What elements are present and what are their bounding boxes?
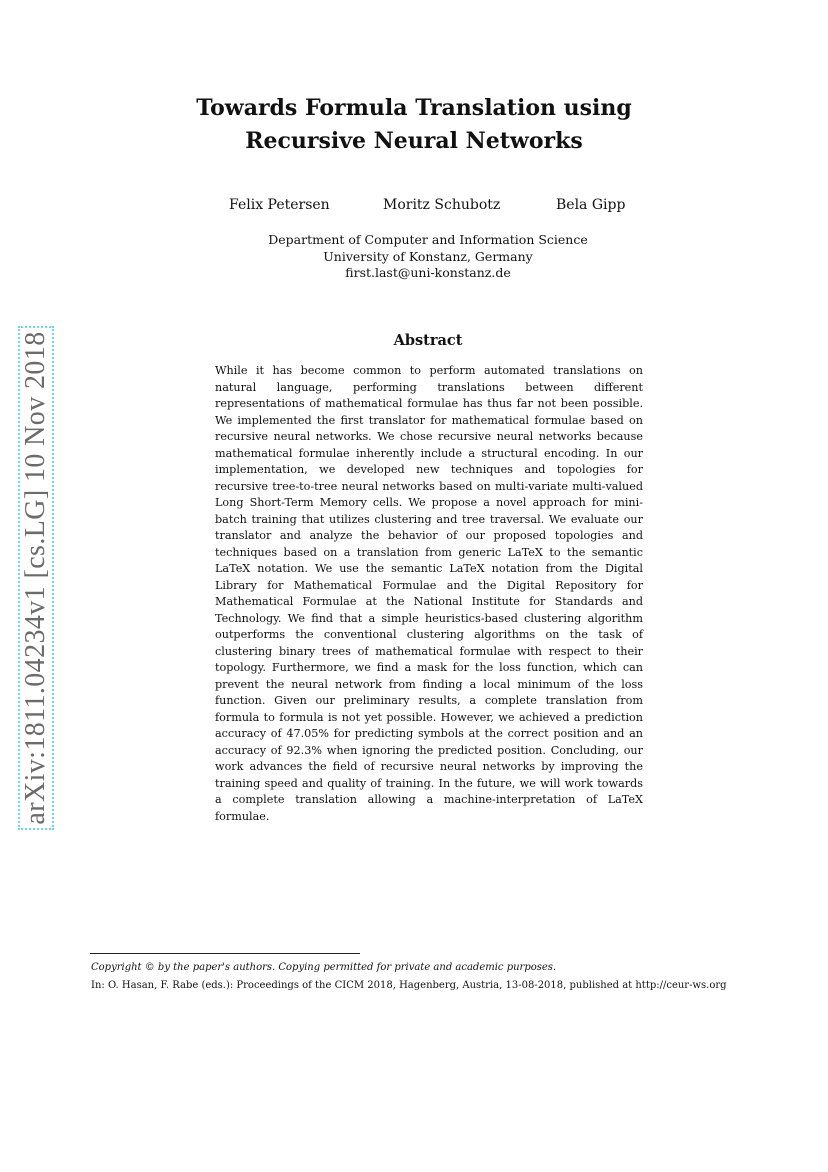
arxiv-stamp	[18, 326, 54, 830]
copyright-notice: Copyright © by the paper's authors. Copying permitted for private and academic purposes.	[91, 962, 557, 973]
title-line-2: Recursive Neural Networks	[245, 128, 583, 154]
title-line-1: Towards Formula Translation using	[196, 95, 632, 121]
contact-email: first.last@uni-konstanz.de	[345, 265, 511, 280]
abstract-body	[215, 363, 643, 825]
proceedings-note: In: O. Hasan, F. Rabe (eds.): Proceedings of the CICM 2018, Hagenberg, Austria, 13-08-2018, published at http://ceur-ws.org	[91, 980, 727, 991]
abstract-text: While it has become common to perform automated translations on natural language, performing translations between different representations of mathematical formulae has thus far not been possible. We implemented the first translator for mathematical formulae based on recursive neural networks. We chose recursive neural networks because mathematical formulae inherently include a structural encoding. In our implementation, we developed new techniques and topologies for recursive tree-to-tree neural networks based on multi-variate multi-valued Long Short-Term Memory cells. We propose a novel approach for mini-batch training that utilizes clustering and tree traversal. We evaluate our translator and analyze the behavior of our proposed topologies and techniques based on a translation from generic LaTeX to the semantic LaTeX notation. We use the semantic LaTeX notation from the Digital Library for Mathematical Formulae and the Digital Repository for Mathematical Formulae at the National Institute for Standards and Technology. We find that a simple heuristics-based clustering algorithm outperforms the conventional clustering algorithms on the task of clustering binary trees of mathematical formulae with respect to their topology. Furthermore, we find a mask for the loss function, which can prevent the neural network from finding a local minimum of the loss function. Given our preliminary results, a complete translation from formula to formula is not yet possible. However, we achieved a prediction accuracy of 47.05% for predicting symbols at the correct position and an accuracy of 92.3% when ignoring the predicted position. Concluding, our work advances the field of recursive neural networks by improving the training speed and quality of training. In the future, we will work towards a complete translation allowing a machine-interpretation of LaTeX formulae.	[215, 364, 643, 823]
arxiv-identifier: arXiv:1811.04234v1 [cs.LG] 10 Nov 2018	[20, 331, 51, 825]
paper-title	[0, 92, 828, 158]
affiliation	[0, 232, 828, 282]
abstract-heading: Abstract	[393, 332, 463, 349]
author-name: Felix Petersen	[229, 197, 330, 213]
footnote-divider	[90, 953, 360, 954]
department: Department of Computer and Information Science	[268, 232, 588, 247]
university: University of Konstanz, Germany	[323, 248, 533, 264]
author-name: Bela Gipp	[556, 197, 626, 213]
author-name: Moritz Schubotz	[383, 197, 501, 213]
